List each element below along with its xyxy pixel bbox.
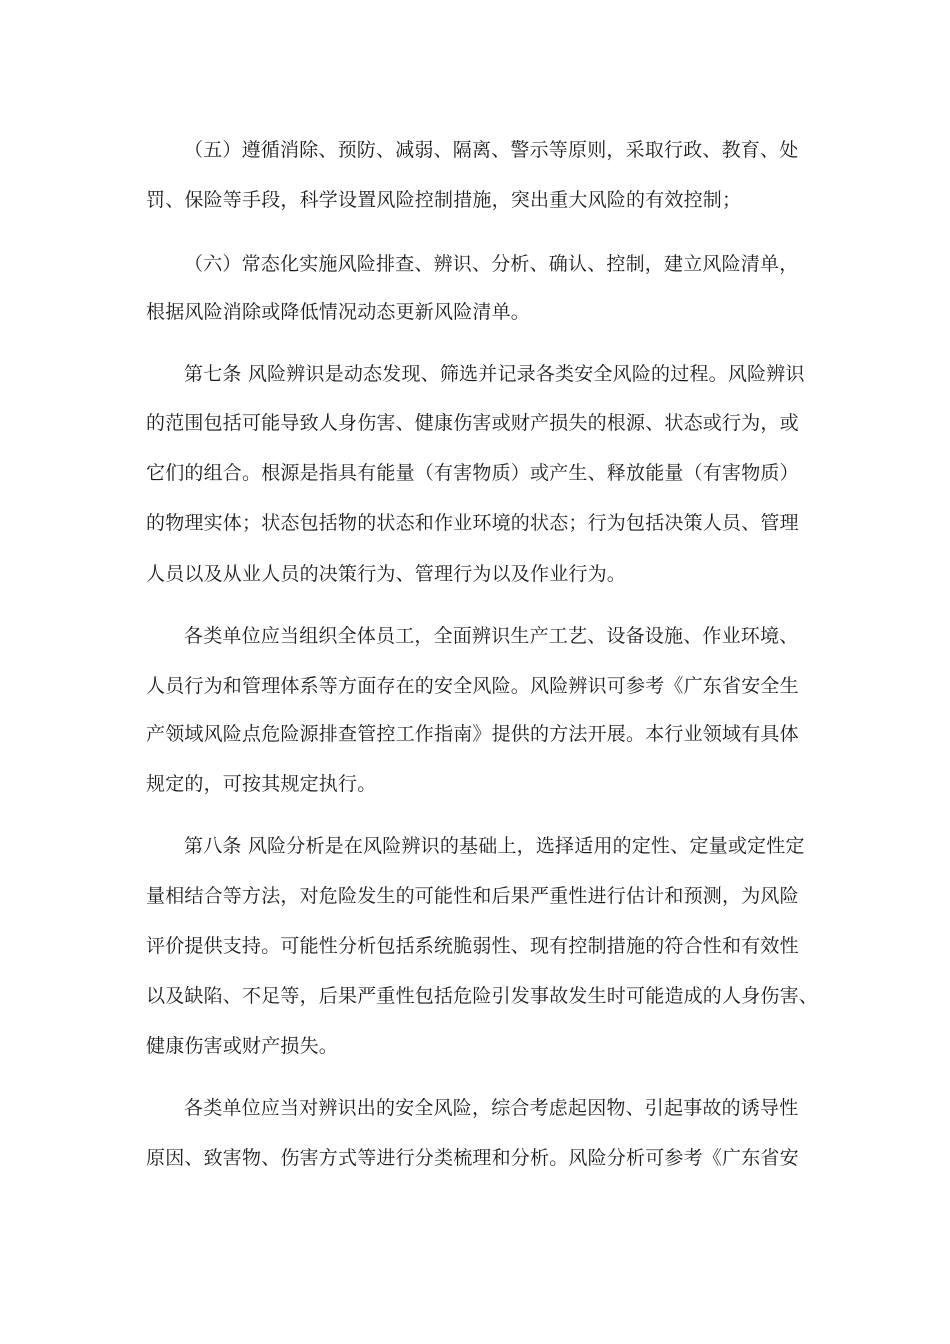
text-line: 人员行为和管理体系等方面存在的安全风险。风险辨识可参考《广东省安全生 (146, 675, 799, 697)
text-line: 以及缺陷、不足等，后果严重性包括危险引发事故发生时可能造成的人身伤害、 (146, 985, 819, 1007)
text-line: 根据风险消除或降低情况动态更新风险清单。 (146, 301, 531, 323)
text-line: 第七条 风险辨识是动态发现、筛选并记录各类安全风险的过程。风险辨识 (184, 363, 805, 385)
text-line: 各类单位应当对辨识出的安全风险，综合考虑起因物、引起事故的诱导性 (184, 1097, 799, 1119)
text-line: 评价提供支持。可能性分析包括系统脆弱性、现有控制措施的符合性和有效性 (146, 935, 799, 957)
text-line: （六）常态化实施风险排查、辨识、分析、确认、控制，建立风险清单， (184, 253, 799, 275)
text-line: 的范围包括可能导致人身伤害、健康伤害或财产损失的根源、状态或行为，或 (146, 412, 799, 434)
text-line: 原因、致害物、伤害方式等进行分类梳理和分析。风险分析可参考《广东省安 (146, 1147, 799, 1169)
text-line: 量相结合等方法，对危险发生的可能性和后果严重性进行估计和预测，为风险 (146, 885, 799, 907)
text-line: 人员以及从业人员的决策行为、管理行为以及作业行为。 (146, 563, 627, 585)
text-line: 罚、保险等手段，科学设置风险控制措施，突出重大风险的有效控制； (146, 189, 742, 211)
text-line: 规定的，可按其规定执行。 (146, 773, 377, 795)
text-line: 产领域风险点危险源排查管控工作指南》提供的方法开展。本行业领域有具体 (146, 723, 799, 745)
text-line: 第八条 风险分析是在风险辨识的基础上，选择适用的定性、定量或定性定 (184, 835, 805, 857)
text-line: 的物理实体；状态包括物的状态和作业环境的状态；行为包括决策人员、管理 (146, 512, 799, 534)
text-line: 各类单位应当组织全体员工，全面辨识生产工艺、设备设施、作业环境、 (184, 625, 799, 647)
text-line: 它们的组合。根源是指具有能量（有害物质）或产生、释放能量（有害物质） (146, 462, 799, 484)
text-line: （五）遵循消除、预防、减弱、隔离、警示等原则，采取行政、教育、处 (184, 139, 799, 161)
text-line: 健康伤害或财产损失。 (146, 1035, 339, 1057)
